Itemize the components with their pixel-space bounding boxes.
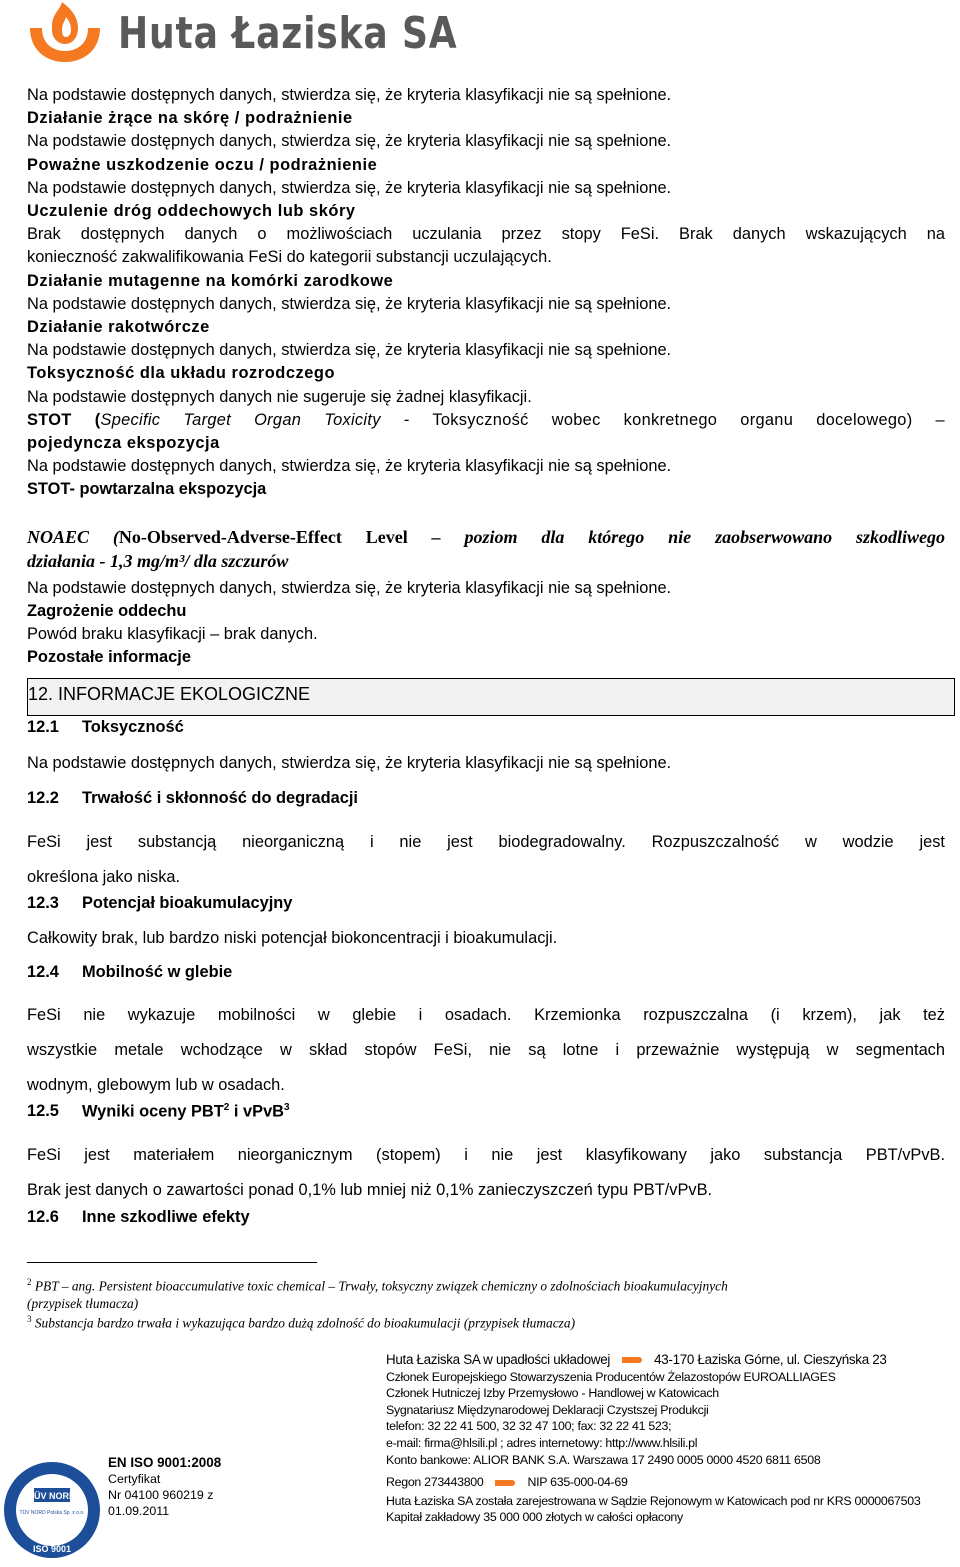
- subsection-12-5-title: 12.5 Wyniki oceny PBT$^2$ i vPvB$^3$: [27, 1102, 290, 1121]
- heading-eye-damage: Poważne uszkodzenie oczu / podrażnienie: [27, 155, 378, 174]
- footer-contact: telefon: 32 22 41 500, 32 32 47 100; fax: 32 22 41 523;: [386, 1419, 672, 1434]
- footer-capital: Kapitał zakładowy 35 000 000 złotych w całości opłacony: [386, 1510, 683, 1525]
- footnote-2: $^2$ PBT – ang. Persistent bioaccumulative toxic chemical – Trwały, toksyczny związek chemiczny o zdolnościach bioakumulacyjnych (przypisek tłumacza): [27, 1277, 728, 1311]
- noaec-line-1: NOAEC (No-Observed-Adverse-Effect Level – poziom dla którego nie zaobserwowano szkodliwego: [27, 526, 945, 547]
- text-line: Na podstawie dostępnych danych, stwierdza się, że kryteria klasyfikacji nie są spełnione.: [27, 86, 672, 104]
- text-line: Na podstawie dostępnych danych, stwierdza się, że kryteria klasyfikacji nie są spełnione.: [27, 132, 672, 151]
- subsection-12-1-text: Na podstawie dostępnych danych, stwierdza się, że kryteria klasyfikacji nie są spełnione.: [27, 754, 672, 772]
- heading-stot-single: STOT (Specific Target Organ Toxicity - Toksyczność wobec konkretnego organu docelowego) –: [27, 410, 945, 429]
- company-footer: [386, 1352, 951, 1526]
- subsection-12-3-text: Całkowity brak, lub bardzo niski potencjał biokoncentracji i bioakumulacji.: [27, 929, 558, 947]
- subsection-12-3-title: 12.3 Potencjał bioakumulacyjny: [27, 894, 293, 912]
- heading-other-info: Pozostałe informacje: [27, 648, 191, 667]
- subsection-12-4-text: FeSi nie wykazuje mobilności w glebie i osadach. Krzemionka rozpuszczalna (i krzem), jak też wszystkie metale wchodzące w skład stopów FeSi, nie są lotne i przeważnie występują w segmentach wodnym, glebowym lub w osadach.: [27, 1006, 945, 1094]
- flame-logo-icon: [26, 2, 104, 64]
- footnote-divider: [27, 1262, 317, 1263]
- cert-number: Nr 04100 960219 z: [108, 1488, 214, 1502]
- footer-line: Członek Europejskiego Stowarzyszenia Producentów Żelazostopów EUROALLIAGES: [386, 1369, 836, 1384]
- footer-ids: Regon 273443800 NIP 635-000-04-69: [386, 1475, 628, 1490]
- text-line: Na podstawie dostępnych danych, stwierdza się, że kryteria klasyfikacji nie są spełnione.: [27, 457, 672, 476]
- subsection-12-2-title: 12.2 Trwałość i skłonność do degradacji: [27, 789, 358, 807]
- text-line: Brak dostępnych danych o możliwościach uczulania przez stopy FeSi. Brak danych wskazujących na: [27, 225, 945, 244]
- subsection-12-6-title: 12.6 Inne szkodliwe efekty: [27, 1208, 250, 1226]
- heading-mutagenicity: Działanie mutagenne na komórki zarodkowe: [27, 271, 394, 290]
- tuv-nord-seal-icon: [0, 1452, 104, 1562]
- heading-stot-single-line2: pojedyncza ekspozycja: [27, 434, 220, 453]
- section-12-title: 12. INFORMACJE EKOLOGICZNE: [28, 684, 311, 704]
- text-line: Na podstawie dostępnych danych, stwierdza się, że kryteria klasyfikacji nie są spełnione.: [27, 341, 672, 360]
- tuv-certificate-badge: [0, 1452, 104, 1567]
- cert-label: Certyfikat: [108, 1472, 161, 1486]
- text-line: Powód braku klasyfikacji – brak danych.: [27, 625, 318, 644]
- subsection-12-1-title: 12.1 Toksyczność: [27, 718, 184, 736]
- heading-sensitisation: Uczulenie dróg oddechowych lub skóry: [27, 202, 356, 221]
- footer-address: Huta Łaziska SA w upadłości układowej 43-170 Łaziska Górne, ul. Cieszyńska 23: [386, 1352, 887, 1367]
- footer-line: Członek Hutniczej Izby Przemysłowo - Handlowej w Katowicach: [386, 1386, 719, 1401]
- badge-sub: TÜV NORD Polska Sp. z o.o.: [19, 1510, 85, 1516]
- heading-aspiration-hazard: Zagrożenie oddechu: [27, 601, 187, 620]
- cert-standard: EN ISO 9001:2008: [108, 1455, 222, 1470]
- text-line: Na podstawie dostępnych danych, stwierdza się, że kryteria klasyfikacji nie są spełnione.: [27, 178, 672, 197]
- subsection-12-5-text: FeSi jest materiałem nieorganicznym (stopem) i nie jest klasyfikowany jako substancja PBT/vPvB. Brak jest danych o zawartości ponad 0,1% lub mniej niż 0,1% zanieczyszczeń typu PBT/vPvB.: [27, 1146, 945, 1199]
- heading-stot-repeated: STOT- powtarzalna ekspozycja: [27, 480, 267, 499]
- footer-bank: Konto bankowe: ALIOR BANK S.A. Warszawa 17 2490 0005 0000 4520 6811 6508: [386, 1452, 821, 1467]
- badge-iso: ISO 9001: [32, 1544, 72, 1554]
- text-line: Na podstawie dostępnych danych nie sugeruje się żadnej klasyfikacji.: [27, 387, 532, 406]
- company-name: Huta Łaziska SA: [118, 7, 458, 59]
- section-12-header: [27, 678, 955, 716]
- subsection-12-4-title: 12.4 Mobilność w glebie: [27, 963, 233, 981]
- footnote-3: $^3$ Substancja bardzo trwała i wykazująca bardzo dużą zdolność do bioakumulacji (przypisek tłumacza): [27, 1314, 576, 1331]
- text-line: konieczność zakwalifikowania FeSi do kategorii substancji uczulających.: [27, 248, 552, 267]
- text-line: Na podstawie dostępnych danych, stwierdza się, że kryteria klasyfikacji nie są spełnione.: [27, 578, 672, 597]
- company-logo: [26, 2, 532, 64]
- footer-email: e-mail: firma@hlsili.pl ; adres internetowy: http://www.hlsili.pl: [386, 1435, 698, 1450]
- toxicology-text: [27, 84, 945, 669]
- heading-reproductive-toxicity: Toksyczność dla układu rozrodczego: [27, 364, 336, 383]
- footer-registration: Huta Łaziska SA została zarejestrowana w Sądzie Rejonowym w Katowicach pod nr KRS 0000067503: [386, 1493, 921, 1508]
- arrow-icon: [495, 1480, 515, 1486]
- heading-skin-corrosion: Działanie żrące na skórę / podrażnienie: [27, 109, 353, 128]
- iso-certificate-info: [108, 1455, 221, 1519]
- heading-carcinogenicity: Działanie rakotwórcze: [27, 318, 210, 337]
- badge-brand: TÜV NORD: [28, 1491, 76, 1501]
- noaec-line-2: działania - 1,3 mg/m³/ dla szczurów: [27, 550, 289, 571]
- footer-line: Sygnatariusz Międzynarodowej Deklaracji Czystszej Produkcji: [386, 1402, 709, 1417]
- subsection-12-2-text: FeSi jest substancją nieorganiczną i nie jest biodegradowalny. Rozpuszczalność w wodzie jest określona jako niska.: [27, 833, 945, 886]
- arrow-icon: [622, 1357, 642, 1363]
- cert-date: 01.09.2011: [108, 1504, 170, 1518]
- text-line: Na podstawie dostępnych danych, stwierdza się, że kryteria klasyfikacji nie są spełnione.: [27, 294, 672, 313]
